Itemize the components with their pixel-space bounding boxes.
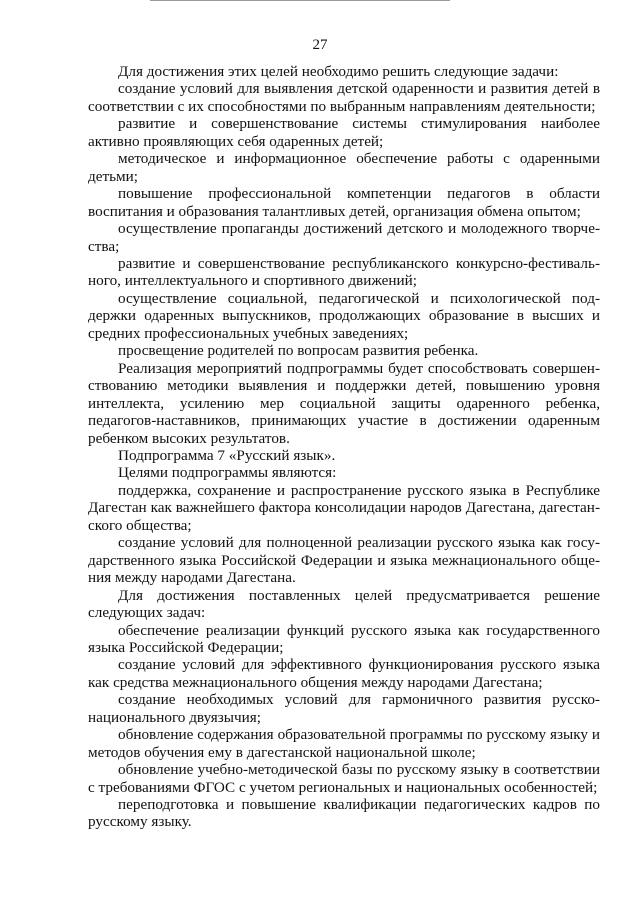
paragraph: осуществление социальной, педагогической и психологической поддержки одаренных выпускников, продолжающих образование в высших и средних профессиональных учебных заведениях; (88, 289, 600, 342)
paragraph: переподготовка и повышение квалификации педагогических кадров по русскому языку. (88, 796, 600, 831)
paragraph: поддержка, сохранение и распространение русского языка в Республике Дагестан как важнейшего фактора консолидации народов Дагестана, дагестанского общества; (88, 481, 600, 534)
subprogram-heading: Подпрограмма 7 «Русский язык». (118, 446, 336, 464)
page-number: 27 (312, 37, 328, 53)
paragraph: Для достижения этих целей необходимо решить следующие задачи: (118, 63, 559, 80)
paragraph: обновление учебно-методической базы по русскому языку в соответствии с требованиями ФГОС с учетом региональных и национальных особенностей; (88, 761, 600, 796)
paragraph: обновление содержания образовательной программы по русскому языку и методов обучения ему в дагестанской национальной школе; (88, 726, 600, 761)
paragraph: просвещение родителей по вопросам развития ребенка. (118, 342, 479, 360)
paragraph: Для достижения поставленных целей предусматривается решение следующих задач: (88, 586, 600, 622)
paragraph: обеспечение реализации функций русского языка как государственного языка Российской Федерации; (88, 621, 600, 656)
paragraph: развитие и совершенствование республиканского конкурсно-фестивального, интеллектуального и спортивного движений; (88, 254, 600, 290)
paragraph: создание условий для эффективного функционирования русского языка как средства межнационального общения между народами Дагестана; (88, 656, 600, 691)
paragraph: Реализация мероприятий подпрограммы будет способствовать совершенствованию методики выявления и поддержки детей, повышению уровня интеллекта, усилению мер социальной защиты одаренного ребенка, педагогов-наставников, принимающих участие в достижении одаренным ребенком высоких результатов. (88, 359, 600, 447)
document-body (88, 63, 600, 831)
paragraph: методическое и информационное обеспечение работы с одаренными детьми; (88, 150, 600, 185)
paragraph: создание условий для выявления детской одаренности и развития детей в соответствии с их способностями по выбранным направлениям деятельности; (88, 80, 600, 115)
paragraph: создание необходимых условий для гармоничного развития русско-национального двуязычия; (88, 691, 600, 726)
paragraph: создание условий для полноценной реализации русского языка как государственного языка Российской Федерации и языка межнационального общения между народами Дагестана. (88, 534, 600, 587)
paragraph: Целями подпрограммы являются: (118, 464, 337, 482)
paragraph: осуществление пропаганды достижений детского и молодежного творчества; (88, 220, 600, 255)
paragraph: повышение профессиональной компетенции педагогов в области воспитания и образования талантливых детей, организация обмена опытом; (88, 185, 600, 220)
paragraph: развитие и совершенствование системы стимулирования наиболее активно проявляющих себя одаренных детей; (88, 115, 600, 150)
scan-edge-line (150, 0, 450, 1)
